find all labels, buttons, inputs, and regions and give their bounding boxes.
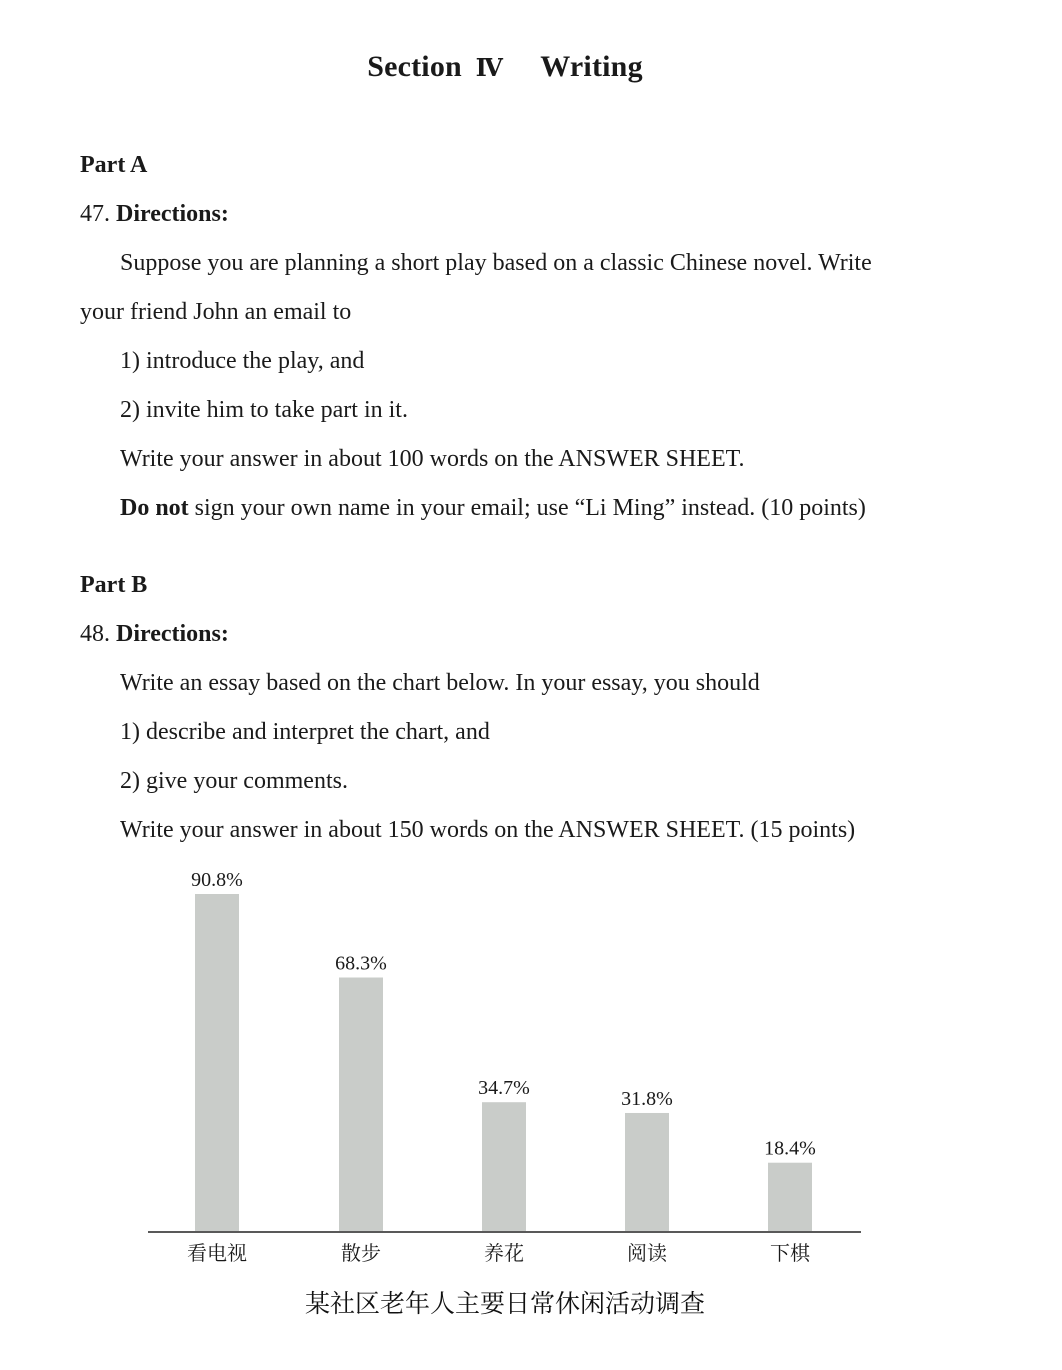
bar-5 xyxy=(768,1163,812,1231)
bar-2 xyxy=(339,978,383,1231)
q47-signature-note xyxy=(120,493,866,523)
category-label-2: 散步 xyxy=(341,1241,381,1265)
bar-value-label-5: 18.4% xyxy=(764,1137,816,1160)
section-numeral: Ⅳ xyxy=(475,56,504,82)
section-label: Section xyxy=(367,50,462,83)
q48-item-1: 1) describe and interpret the chart, and xyxy=(120,719,490,745)
bar-value-label-2: 68.3% xyxy=(335,952,387,975)
question-48-header xyxy=(80,619,229,649)
bar-1 xyxy=(195,894,239,1231)
question-47-number: 47. xyxy=(80,201,110,227)
q47-donot-bold: Do not xyxy=(120,495,189,521)
part-b-heading: Part B xyxy=(80,572,148,598)
category-label-1: 看电视 xyxy=(187,1241,247,1265)
section-title xyxy=(0,50,1010,84)
category-label-5: 下棋 xyxy=(770,1241,810,1265)
q47-paragraph-line-1: Suppose you are planning a short play based on a classic Chinese novel. Write xyxy=(120,250,872,276)
category-label-4: 阅读 xyxy=(627,1241,667,1265)
question-48-directions-label: Directions: xyxy=(116,621,229,647)
section-name: Writing xyxy=(540,50,643,83)
bar-value-label-4: 31.8% xyxy=(621,1087,673,1110)
question-47-header xyxy=(80,199,229,229)
q48-item-2: 2) give your comments. xyxy=(120,768,348,794)
q47-paragraph-line-2: your friend John an email to xyxy=(80,299,352,325)
q47-item-2: 2) invite him to take part in it. xyxy=(120,397,408,423)
bar-value-label-3: 34.7% xyxy=(478,1077,530,1100)
chart-caption: 某社区老年人主要日常休闲活动调查 xyxy=(304,1289,705,1318)
q47-answer-instruction: Write your answer in about 100 words on the ANSWER SHEET. xyxy=(120,446,745,472)
q47-item-1: 1) introduce the play, and xyxy=(120,348,365,374)
bar-value-label-1: 90.8% xyxy=(191,869,243,891)
bar-4 xyxy=(625,1113,669,1231)
question-48-number: 48. xyxy=(80,621,110,647)
part-a-heading: Part A xyxy=(80,152,148,178)
question-47-directions-label: Directions: xyxy=(116,201,229,227)
category-label-3: 养花 xyxy=(484,1241,524,1265)
bar-3 xyxy=(482,1102,526,1231)
q48-answer-instruction: Write your answer in about 150 words on the ANSWER SHEET. (15 points) xyxy=(120,817,856,843)
bar-chart-svg xyxy=(0,860,1062,1280)
q47-donot-rest: sign your own name in your email; use “Li Ming” instead. (10 points) xyxy=(188,495,866,521)
leisure-activities-chart xyxy=(0,860,1062,1340)
q48-paragraph: Write an essay based on the chart below. In your essay, you should xyxy=(120,670,760,696)
